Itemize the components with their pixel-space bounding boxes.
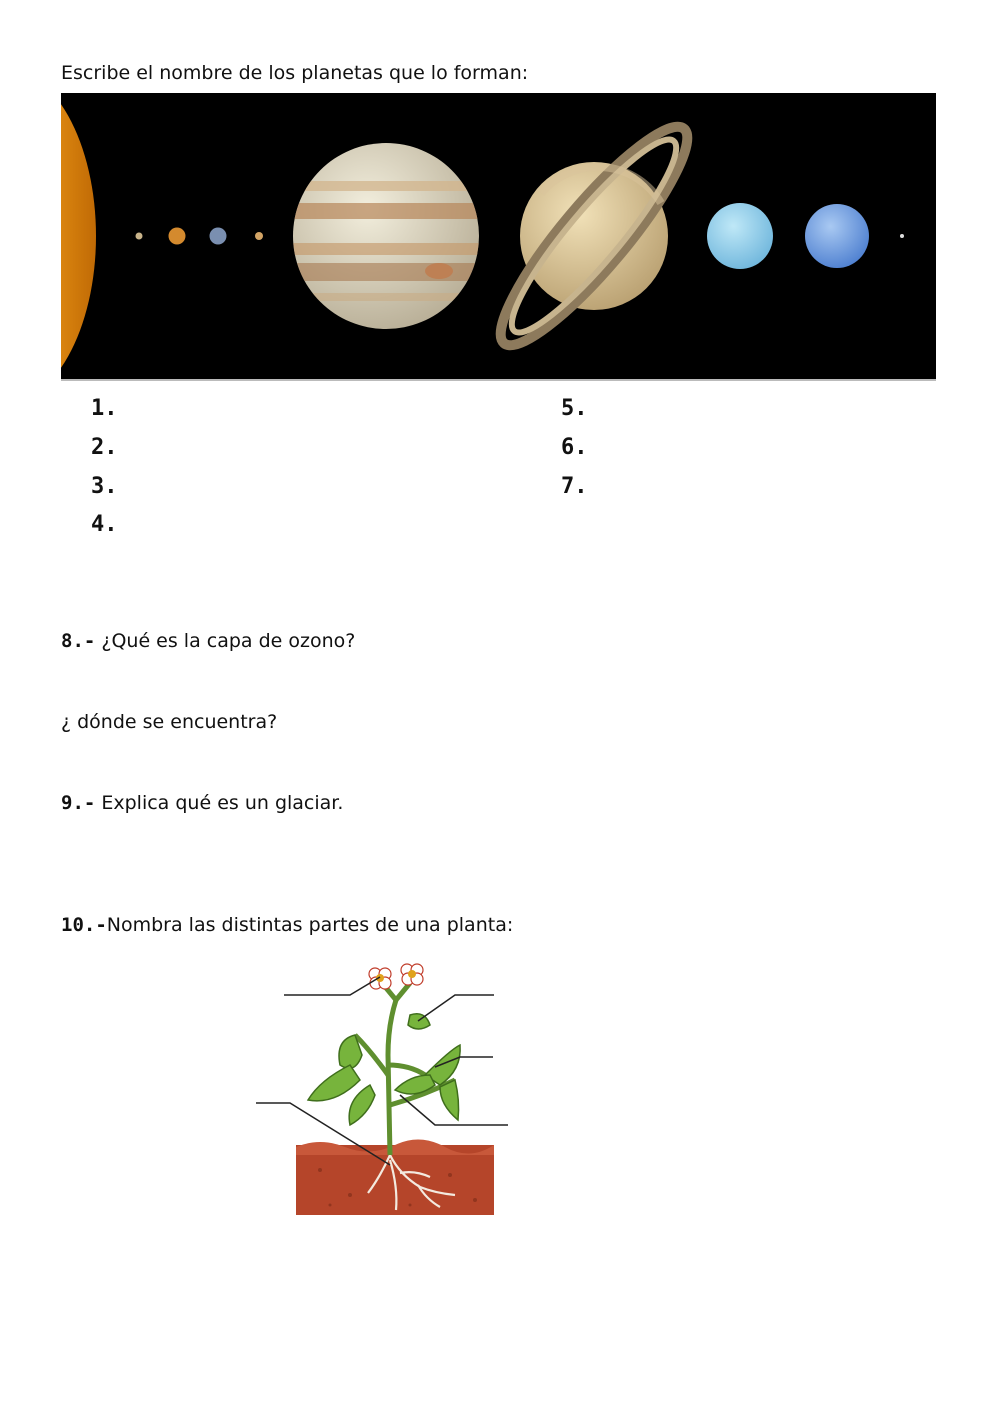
question-8 bbox=[61, 630, 355, 652]
sun bbox=[61, 93, 96, 379]
question-8-followup bbox=[61, 711, 277, 733]
answer-number-1: 1. bbox=[91, 396, 118, 421]
answer-number-2: 2. bbox=[91, 435, 118, 460]
question-9-number: 9.- bbox=[61, 792, 96, 814]
solar-system-image bbox=[61, 93, 936, 381]
uranus bbox=[707, 203, 773, 269]
question-9 bbox=[61, 792, 343, 814]
answer-number-6: 6. bbox=[561, 435, 588, 460]
question-10-text: Nombra las distintas partes de una planta: bbox=[106, 914, 514, 936]
question-10-number: 10.- bbox=[61, 914, 107, 936]
answer-number-5: 5. bbox=[561, 396, 588, 421]
plant-diagram bbox=[250, 955, 520, 1225]
mars bbox=[255, 232, 263, 240]
answer-number-4: 4. bbox=[91, 512, 118, 537]
answer-number-3: 3. bbox=[91, 474, 118, 499]
answer-number-7: 7. bbox=[561, 474, 588, 499]
question-10 bbox=[61, 914, 513, 936]
saturn bbox=[479, 108, 708, 364]
flowers bbox=[369, 964, 423, 989]
jupiter bbox=[291, 143, 481, 329]
question-8-number: 8.- bbox=[61, 630, 96, 652]
question-8-text: ¿Qué es la capa de ozono? bbox=[95, 630, 356, 652]
question-8-followup-text: ¿ dónde se encuentra? bbox=[61, 711, 278, 733]
intro-instruction: Escribe el nombre de los planetas que lo forman: bbox=[61, 62, 529, 84]
venus bbox=[169, 228, 186, 245]
question-9-text: Explica qué es un glaciar. bbox=[95, 792, 344, 814]
mercury bbox=[136, 233, 143, 240]
earth bbox=[210, 228, 227, 245]
neptune bbox=[805, 204, 869, 268]
pluto bbox=[900, 234, 904, 238]
